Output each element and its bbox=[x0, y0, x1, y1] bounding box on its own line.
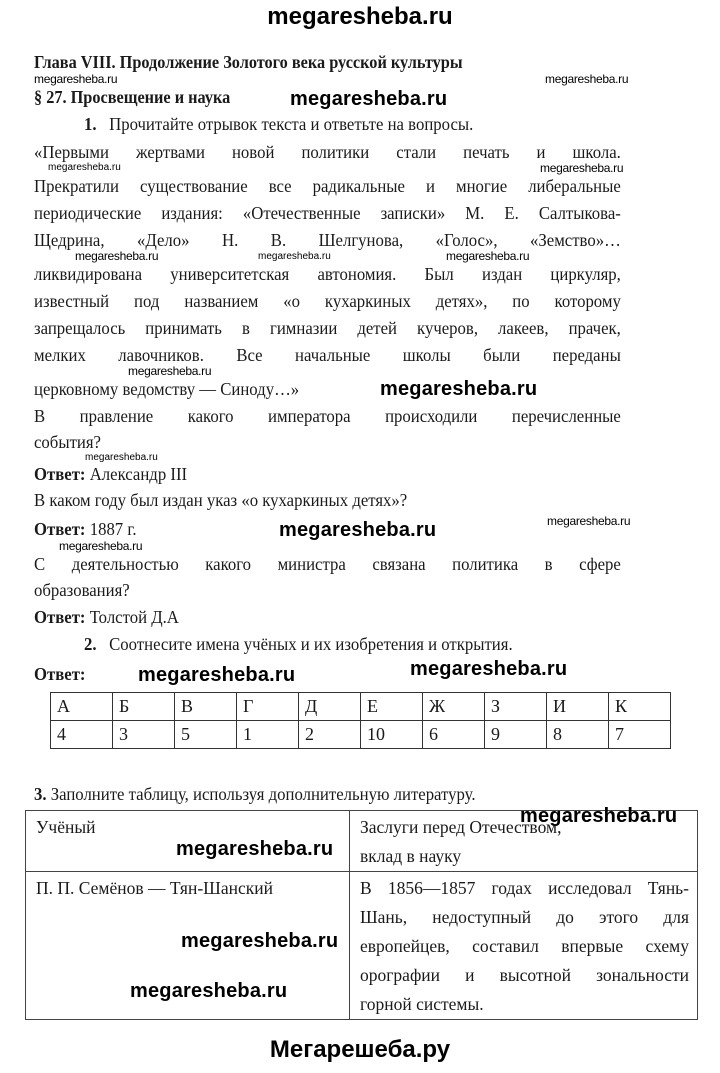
question-3-line: образования? bbox=[34, 580, 130, 600]
letter-cell: Е bbox=[361, 693, 423, 721]
numbers-row bbox=[51, 721, 671, 749]
header-merits-line: Заслуги перед Отечеством, bbox=[360, 817, 562, 837]
letter-cell: Д bbox=[299, 693, 361, 721]
task-2-text: Соотнесите имена учёных и их изобретения и открытия. bbox=[109, 634, 513, 654]
answer-1 bbox=[34, 464, 580, 484]
question-3-line: С деятельностью какого министра связана политика в сфере bbox=[34, 554, 621, 574]
watermark: megaresheba.ru bbox=[128, 364, 212, 378]
section-heading: § 27. Просвещение и наука bbox=[34, 87, 231, 107]
chapter-heading: Глава VIII. Продолжение Золотого века русской культуры bbox=[34, 52, 463, 72]
watermark: megaresheba.ru bbox=[290, 88, 448, 110]
letter-cell: В bbox=[175, 693, 237, 721]
answer-3 bbox=[34, 607, 580, 627]
scientist-cell: П. П. Семёнов — Тян-Шанский bbox=[26, 872, 350, 1020]
excerpt-line: Прекратили существование все радикальные и многие либеральные bbox=[34, 176, 621, 196]
watermark: megaresheba.ru bbox=[380, 378, 538, 400]
watermark: megaresheba.ru bbox=[258, 251, 331, 262]
letter-cell: К bbox=[609, 693, 671, 721]
watermark: megaresheba.ru bbox=[48, 162, 121, 173]
number-cell: 5 bbox=[175, 721, 237, 749]
task-1-number: 1. bbox=[84, 114, 97, 134]
merits-line: В 1856—1857 годах исследовал Тянь- bbox=[360, 878, 689, 898]
site-header-watermark: megaresheba.ru bbox=[267, 3, 453, 30]
question-1-line: В правление какого императора происходили перечисленные bbox=[34, 406, 621, 426]
answer-label: Ответ: bbox=[34, 464, 86, 484]
merits-cell bbox=[350, 872, 698, 1020]
excerpt-line: церковному ведомству — Синоду…» bbox=[34, 379, 300, 399]
letter-cell: И bbox=[547, 693, 609, 721]
watermark: megaresheba.ru bbox=[545, 72, 629, 86]
number-cell: 6 bbox=[423, 721, 485, 749]
merits-line: Шань, недоступный до этого для bbox=[360, 907, 689, 927]
excerpt-line: «Первыми жертвами новой политики стали печать и школа. bbox=[34, 142, 621, 162]
watermark: megaresheba.ru bbox=[176, 838, 334, 860]
task-1-prompt bbox=[84, 114, 473, 134]
question-2-line: В каком году был издан указ «о кухаркиных детях»? bbox=[34, 490, 408, 510]
excerpt-line: известный под названием «о кухаркиных детях», по которому bbox=[34, 291, 621, 311]
answer-label: Ответ: bbox=[34, 519, 86, 539]
site-footer-watermark: Мегарешеба.ру bbox=[269, 1036, 451, 1063]
task-2-number: 2. bbox=[84, 634, 97, 654]
excerpt-line: ликвидирована университетская автономия. Был издан циркуляр, bbox=[34, 264, 621, 284]
table-row bbox=[26, 872, 698, 1020]
number-cell: 9 bbox=[485, 721, 547, 749]
watermark: megaresheba.ru bbox=[520, 805, 678, 827]
excerpt-line: запрещалось принимать в гимназии детей кучеров, лакеев, прачек, bbox=[34, 318, 621, 338]
task-3-prompt bbox=[34, 784, 476, 804]
merits-line: горной системы. bbox=[360, 994, 484, 1014]
merits-line: орографии и высотной зональности bbox=[360, 965, 689, 985]
letters-row bbox=[51, 693, 671, 721]
header-scientist: Учёный bbox=[26, 811, 350, 872]
number-cell: 4 bbox=[51, 721, 113, 749]
number-cell: 1 bbox=[237, 721, 299, 749]
letter-cell: А bbox=[51, 693, 113, 721]
watermark: megaresheba.ru bbox=[34, 72, 118, 86]
number-cell: 7 bbox=[609, 721, 671, 749]
letter-cell: Б bbox=[113, 693, 175, 721]
letter-cell: З bbox=[485, 693, 547, 721]
letter-cell: Ж bbox=[423, 693, 485, 721]
watermark: megaresheba.ru bbox=[181, 930, 339, 952]
task-3-number: 3. bbox=[34, 784, 47, 804]
task-1-text: Прочитайте отрывок текста и ответьте на вопросы. bbox=[109, 114, 474, 134]
answer-text: Толстой Д.А bbox=[89, 607, 179, 627]
matching-table bbox=[50, 692, 671, 749]
letter-cell: Г bbox=[237, 693, 299, 721]
watermark: megaresheba.ru bbox=[279, 519, 437, 541]
answer-text: Александр III bbox=[89, 464, 188, 484]
task-2-prompt bbox=[84, 634, 513, 654]
merits-line: европейцев, составил впервые схему bbox=[360, 936, 689, 956]
number-cell: 2 bbox=[299, 721, 361, 749]
watermark: megaresheba.ru bbox=[85, 452, 158, 463]
watermark: megaresheba.ru bbox=[59, 539, 143, 553]
number-cell: 8 bbox=[547, 721, 609, 749]
excerpt-line: периодические издания: «Отечественные записки» М. Е. Салтыкова- bbox=[34, 203, 621, 223]
answer-text: 1887 г. bbox=[89, 519, 137, 539]
watermark: megaresheba.ru bbox=[547, 514, 631, 528]
number-cell: 3 bbox=[113, 721, 175, 749]
watermark: megaresheba.ru bbox=[410, 658, 568, 680]
scientists-table bbox=[25, 810, 698, 1020]
watermark: megaresheba.ru bbox=[138, 664, 296, 686]
excerpt-line: мелких лавочников. Все начальные школы были переданы bbox=[34, 345, 621, 365]
number-cell: 10 bbox=[361, 721, 423, 749]
answer-label: Ответ: bbox=[34, 664, 86, 684]
watermark: megaresheba.ru bbox=[130, 980, 288, 1002]
watermark: megaresheba.ru bbox=[446, 249, 530, 263]
excerpt-line: Щедрина, «Дело» Н. В. Шелгунова, «Голос», «Земство»… bbox=[34, 230, 621, 250]
watermark: megaresheba.ru bbox=[540, 161, 624, 175]
header-merits-line: вклад в науку bbox=[360, 846, 462, 866]
answer-label: Ответ: bbox=[34, 607, 86, 627]
task-3-text: Заполните таблицу, используя дополнительную литературу. bbox=[50, 784, 476, 804]
watermark: megaresheba.ru bbox=[75, 249, 159, 263]
question-1-line: события? bbox=[34, 432, 101, 452]
